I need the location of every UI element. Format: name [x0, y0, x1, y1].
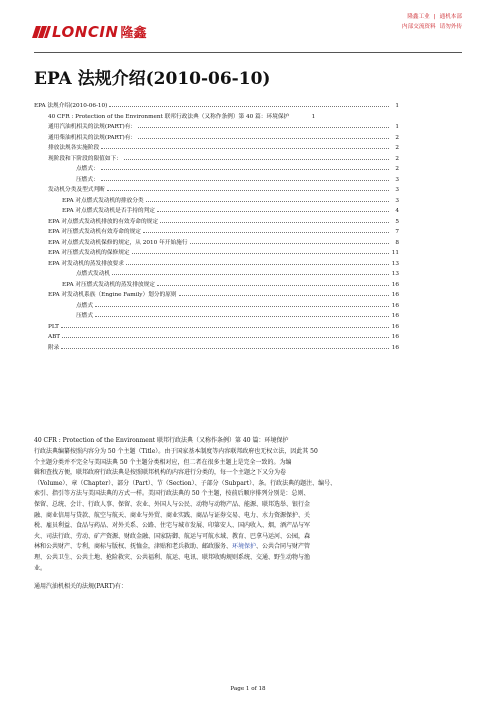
paragraph-line: 业。: [34, 564, 47, 572]
toc-entry-page: 16: [391, 323, 399, 330]
toc-entry-page: 16: [391, 302, 399, 309]
division-name: 通机本部: [439, 14, 462, 20]
toc-entry[interactable]: [34, 132, 399, 141]
paragraph-line: 个主题分类并不完全与美国法典 50 个主题分类相对应，但二者在很多主题上是完全一致的。为编: [34, 458, 292, 466]
toc-entry-page: 4: [395, 208, 399, 214]
toc-entry[interactable]: [34, 111, 399, 120]
paragraph-line: 融、商业信用与贷款、航空与航天、商业与外贸、商业实践、商品与证券交易、电力、水力资源保护、关: [34, 511, 311, 519]
toc-entry[interactable]: [34, 226, 399, 235]
toc-entry-label: EPA 对压燃式发动机有效寿命的规定: [48, 226, 141, 235]
toc-entry-page: 13: [391, 260, 399, 267]
toc-entry-page: 2: [395, 134, 399, 141]
loncin-logo-icon: [34, 25, 50, 39]
toc-entry-label: 排放法规各实施阶段: [48, 142, 99, 151]
toc-entry-page: 16: [391, 334, 399, 340]
toc-leader-dots: [157, 285, 389, 286]
toc-entry-page: 1: [395, 103, 399, 109]
paragraph-line: 保留、总统、会计、行政人事、保留、农业、外国人与公民、动物与动物产品、能源、联邦选举、银行金: [34, 500, 311, 508]
toc-leader-dots: [101, 169, 389, 170]
paragraph: [34, 447, 462, 574]
toc-entry[interactable]: [34, 258, 399, 267]
toc-entry-label: 压燃式：: [76, 174, 99, 183]
toc-entry[interactable]: [34, 100, 399, 109]
paragraph-line: 理、公共卫生、公共土地、抢险救灾、公共福利、航运、电讯、联邦收购规则系统、交通、野生动物与渔: [34, 553, 311, 561]
toc-entry-page: 2: [395, 166, 399, 172]
toc-entry-page: 16: [391, 313, 399, 319]
notice-internal: 内部交流资料: [402, 24, 436, 30]
toc-leader-dots: [95, 306, 389, 307]
toc-entry[interactable]: [34, 184, 399, 193]
toc-leader-dots: [107, 190, 389, 191]
toc-entry-page: 1: [311, 113, 316, 120]
toc-entry-label: EPA 对发动机的蒸发排放要求: [48, 258, 124, 267]
toc-entry-label: EPA 对点燃式发动机的排放分类: [62, 195, 144, 204]
toc-leader-dots: [138, 127, 389, 128]
company-name: 隆鑫工业: [407, 14, 430, 20]
toc-entry-page: 2: [395, 145, 399, 151]
paragraph-line: 索引、指引等方法与美国法典的方式一样。美国行政法典的 50 个主题，按前后顺序排列分别是：总则、: [34, 490, 310, 498]
toc-leader-dots: [109, 106, 389, 107]
toc-leader-dots: [95, 316, 389, 317]
toc-leader-dots: [101, 148, 389, 149]
toc-entry[interactable]: [34, 247, 399, 256]
paragraph-line: 辑和查找方便，联邦政府行政法典是按照联邦机构的内容进行分类的，每一个主题之下又分为卷: [34, 469, 287, 477]
toc-entry[interactable]: [34, 163, 399, 172]
toc-entry-label: 现阶段和下阶段的限值如下：: [48, 153, 122, 162]
toc-entry-label: 点燃式: [76, 300, 93, 309]
toc-entry-page: 16: [391, 292, 399, 298]
toc-entry[interactable]: [34, 142, 399, 151]
highlighted-term[interactable]: 环境保护: [232, 543, 257, 551]
toc-leader-dots: [160, 222, 389, 223]
toc-entry[interactable]: [34, 342, 399, 351]
toc-entry[interactable]: [34, 300, 399, 309]
paragraph-line: 林和公共财产、专利，商标与版权、抚恤金，津贴和老兵救助、邮政服务、环境保护、公共合同与财产管: [34, 543, 311, 551]
toc-entry-label: EPA 对点燃式发动机排放的有效寿命的规定: [48, 216, 158, 225]
toc-leader-dots: [143, 232, 389, 233]
toc-entry-label: 通用柴油机相关的法规(PART)有：: [48, 132, 136, 141]
toc-leader-dots: [190, 243, 389, 244]
toc-entry-label: 附录: [48, 342, 59, 351]
toc-entry[interactable]: [34, 331, 399, 340]
subheading: 通用汽油机相关的法规(PART)有：: [34, 583, 127, 590]
toc-leader-dots: [126, 264, 389, 265]
toc-entry-page: 5: [395, 218, 399, 225]
toc-entry[interactable]: [34, 153, 399, 162]
toc-entry-label: 发动机分类及型式判断: [48, 184, 105, 193]
toc-entry-page: 3: [395, 187, 399, 193]
toc-leader-dots: [61, 327, 389, 328]
paragraph-line: 税、雇员利益、食品与药品、对外关系、公路、住宅与城市发展、印第安人、国内收入、烟，酒产品与军: [34, 522, 311, 530]
paragraph-line: 行政法典编纂按照内容分为 50 个主题（Title）。由于国家基本制度等内容联邦政府也无权立法，因此其 50: [34, 448, 318, 455]
toc-entry-label: 点燃式发动机: [76, 268, 110, 277]
toc-entry[interactable]: [34, 279, 399, 288]
toc-leader-dots: [101, 180, 389, 181]
toc-leader-dots: [138, 138, 389, 139]
toc-entry-label: EPA 对压燃式发动机的蒸发排放规定: [62, 279, 155, 288]
toc-entry[interactable]: [34, 321, 399, 330]
toc-leader-dots: [61, 348, 389, 349]
toc-entry-label: EPA 对点燃式发动机是否手持的判定: [62, 205, 155, 214]
toc-entry[interactable]: [34, 121, 399, 130]
logo-text: LONCIN: [52, 22, 119, 41]
toc-entry-label: EPA 法规介绍(2010-06-10): [34, 100, 107, 109]
toc-entry-page: 3: [395, 176, 399, 183]
toc-entry-label: EPA 对点燃式发动机保修的规定，从 2010 年开始施行: [48, 237, 188, 246]
toc-entry-page: 13: [391, 271, 399, 277]
paragraph-line: 火、司法行政、劳动、矿产资源、财政金融、国家防御、航运与可航水域、教育、巴拿马运河、公园，森: [34, 532, 311, 540]
toc-leader-dots: [124, 159, 389, 160]
toc-leader-dots: [157, 211, 389, 212]
toc-leader-dots: [146, 201, 389, 202]
toc-entry-page: 7: [395, 229, 399, 235]
toc-entry-label: 通用汽油机相关的法规(PART)有：: [48, 121, 136, 130]
toc-entry-page: 11: [391, 250, 399, 256]
page-footer: Page 1 of 18: [230, 686, 266, 692]
toc-entry-page: 16: [391, 344, 399, 351]
toc-leader-dots: [62, 337, 389, 338]
toc-entry-label: 点燃式：: [76, 163, 99, 172]
toc-leader-dots: [112, 274, 389, 275]
toc-entry-label: 压燃式: [76, 310, 93, 319]
section-heading: 40 CFR : Protection of the Environment 联邦行政法典（又称作条例）第 40 篇：环境保护: [34, 437, 289, 444]
toc-entry-label: 40 CFR : Protection of the Environment 联邦行政法典（又称作条例）第 40 篇：环境保护: [48, 111, 289, 120]
toc-entry-page: 16: [391, 281, 399, 288]
toc-entry[interactable]: [34, 310, 399, 319]
toc-entry[interactable]: [34, 289, 399, 298]
toc-leader-dots: [179, 295, 389, 296]
page-header: [34, 8, 462, 53]
toc-entry[interactable]: [34, 216, 399, 225]
toc-entry-page: 1: [395, 124, 399, 130]
toc-entry-label: EPA 对发动机系族（Engine Family）划分的原则: [48, 289, 177, 298]
company-logo: [34, 22, 147, 41]
toc-entry-label: EPA 对压燃式发动机的保修规定: [48, 247, 130, 256]
toc-entry[interactable]: [34, 205, 399, 214]
toc-entry-page: 3: [395, 197, 399, 204]
paragraph-line: （Volume）、章（Chapter）、部分（Part）、节（Section）、子部分（Subpart）、条。行政法典的题注、编号、: [34, 479, 337, 487]
notice-confidential: 请勿外传: [439, 24, 462, 30]
toc-leader-dots: [132, 253, 389, 254]
toc-entry-label: ABT: [48, 334, 61, 340]
toc-entry[interactable]: [34, 195, 399, 204]
header-notice: 隆鑫工业 | 通机本部 内部交流资料 请勿外传: [402, 14, 462, 30]
toc-entry[interactable]: [34, 268, 399, 277]
toc-entry-page: 2: [395, 155, 399, 162]
toc-entry[interactable]: [34, 174, 399, 183]
toc-entry-page: 8: [395, 239, 399, 246]
toc-entry-label: PLT: [48, 323, 59, 330]
logo-cn: 隆鑫: [120, 26, 147, 41]
toc-entry[interactable]: [34, 237, 399, 246]
document-title: EPA 法规介绍(2010-06-10): [34, 69, 271, 89]
